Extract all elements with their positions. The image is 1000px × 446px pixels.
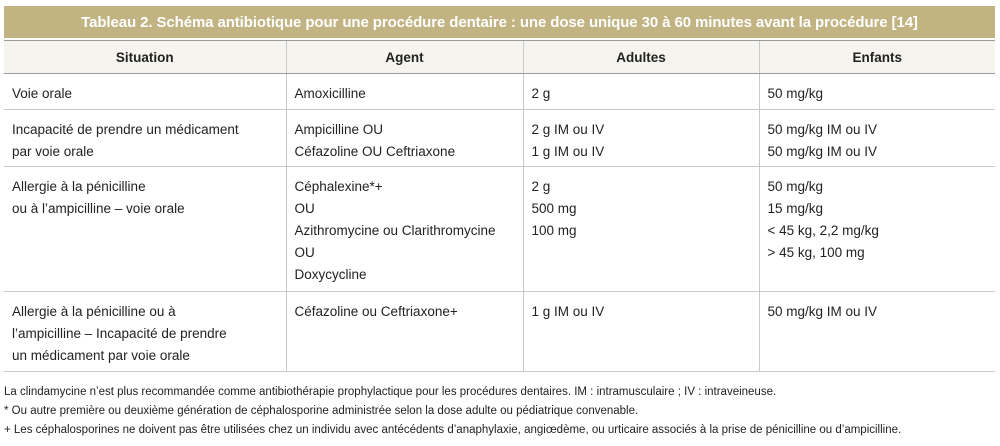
cell-line: Voie orale: [12, 86, 73, 101]
cell-line: Allergie à la pénicilline ou à: [12, 304, 176, 319]
cell-line: 2 g: [531, 179, 551, 194]
cell-line: 50 mg/kg: [767, 179, 824, 194]
cell-line: Doxycycline: [294, 267, 367, 282]
cell-adultes: [523, 167, 759, 292]
table-row: [4, 74, 995, 110]
cell-line: OU: [294, 201, 315, 216]
cell-situation: [4, 167, 286, 292]
cell-line: Azithromycine ou Clarithromycine: [294, 223, 496, 238]
cell-line: Ampicilline OU: [294, 122, 384, 137]
cell-agent: [286, 110, 523, 167]
table-row: [4, 292, 995, 372]
cell-enfants: [759, 292, 995, 372]
footnote-asterisk: * Ou autre première ou deuxième génération de céphalosporine administrée selon la dose adulte ou pédiatrique convenable.: [4, 405, 639, 417]
cell-line: 50 mg/kg IM ou IV: [767, 304, 878, 319]
cell-line: Céphalexine*+: [294, 179, 383, 194]
cell-enfants: [759, 167, 995, 292]
cell-line: Céfazoline ou Ceftriaxone+: [294, 304, 458, 319]
cell-agent: [286, 167, 523, 292]
cell-adultes: [523, 110, 759, 167]
cell-line: ou à l’ampicilline – voie orale: [12, 201, 185, 216]
header-adultes: Adultes: [523, 41, 759, 74]
header-row: [4, 41, 995, 74]
cell-situation: [4, 110, 286, 167]
cell-line: Allergie à la pénicilline: [12, 179, 146, 194]
cell-enfants: [759, 110, 995, 167]
cell-adultes: [523, 74, 759, 110]
cell-line: OU: [294, 245, 315, 260]
cell-agent: [286, 292, 523, 372]
antibiotic-table: [4, 40, 995, 372]
cell-line: 500 mg: [531, 201, 577, 216]
cell-line: 50 mg/kg IM ou IV: [767, 144, 878, 159]
cell-adultes: [523, 292, 759, 372]
cell-line: Incapacité de prendre un médicament: [12, 122, 239, 137]
cell-line: 1 g IM ou IV: [531, 304, 605, 319]
table-title: [4, 6, 995, 38]
table-row: [4, 167, 995, 292]
header-enfants: Enfants: [759, 41, 995, 74]
footnote-abbreviations: La clindamycine n’est plus recommandée comme antibiothérapie prophylactique pour les procédures dentaires. IM : intramusculaire ; IV : intraveineuse.: [4, 386, 777, 398]
cell-situation: [4, 74, 286, 110]
cell-line: 2 g IM ou IV: [531, 122, 605, 137]
cell-situation: [4, 292, 286, 372]
cell-line: par voie orale: [12, 144, 94, 159]
table-footnotes: [4, 383, 995, 440]
cell-line: l’ampicilline – Incapacité de prendre: [12, 326, 227, 341]
cell-line: Céfazoline OU Ceftriaxone: [294, 144, 456, 159]
cell-line: 15 mg/kg: [767, 201, 824, 216]
cell-agent: [286, 74, 523, 110]
cell-line: 50 mg/kg IM ou IV: [767, 122, 878, 137]
header-situation: Situation: [4, 41, 286, 74]
cell-line: Amoxicilline: [294, 86, 366, 101]
cell-line: un médicament par voie orale: [12, 348, 190, 363]
header-agent: Agent: [286, 41, 523, 74]
footnote-plus: + Les céphalosporines ne doivent pas être utilisées chez un individu avec antécédents d’anaphylaxie, angiœdème, ou urticaire associés à la prise de pénicilline ou d’ampicilline.: [4, 424, 902, 436]
cell-line: 100 mg: [531, 223, 577, 238]
table-row: [4, 110, 995, 167]
table-title-text: Tableau 2. Schéma antibiotique pour une procédure dentaire : une dose unique 30 à 60 minutes avant la procédure [14]: [81, 13, 918, 31]
cell-line: < 45 kg, 2,2 mg/kg: [767, 223, 879, 238]
cell-line: 2 g: [531, 86, 551, 101]
cell-line: 50 mg/kg: [767, 86, 824, 101]
cell-line: 1 g IM ou IV: [531, 144, 605, 159]
cell-line: > 45 kg, 100 mg: [767, 245, 865, 260]
cell-enfants: [759, 74, 995, 110]
